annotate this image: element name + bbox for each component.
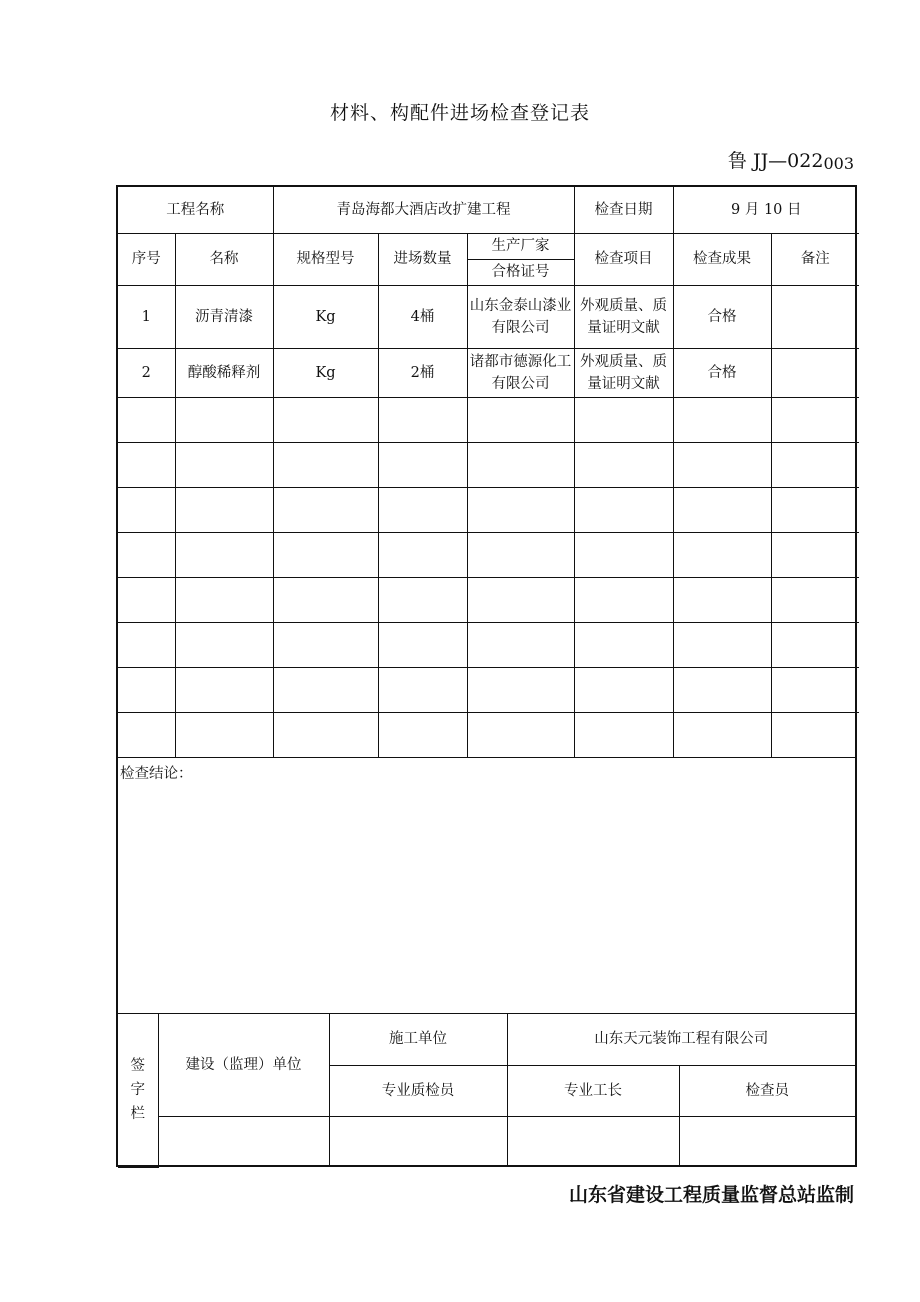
row-spec: Kg [273, 285, 378, 348]
row-remark [771, 285, 859, 348]
contractor-value: 山东天元装饰工程有限公司 [507, 1014, 855, 1065]
sign-row [118, 1116, 855, 1167]
inspection-date-label: 检查日期 [574, 187, 673, 233]
owner-label: 建设（监理）单位 [158, 1014, 329, 1116]
header-row [118, 187, 859, 233]
form-code [728, 146, 854, 173]
owner-signature [158, 1116, 329, 1167]
empty-row [118, 397, 859, 442]
foreman-signature [507, 1116, 679, 1167]
conclusion-area [118, 757, 855, 1014]
qc-label: 专业质检员 [329, 1065, 507, 1116]
col-no: 序号 [118, 233, 175, 285]
foreman-label: 专业工长 [507, 1065, 679, 1116]
empty-row [118, 532, 859, 577]
row-name: 沥青清漆 [175, 285, 273, 348]
row-qty: 4桶 [378, 285, 467, 348]
empty-row [118, 487, 859, 532]
table-row [118, 348, 859, 397]
empty-row [118, 712, 859, 757]
row-item: 外观质量、质量证明文献 [574, 348, 673, 397]
row-qty: 2桶 [378, 348, 467, 397]
empty-row [118, 577, 859, 622]
column-header-row [118, 233, 859, 259]
row-remark [771, 348, 859, 397]
table-row [118, 285, 859, 348]
row-result: 合格 [673, 285, 771, 348]
inspection-date-value: 9 月 10 日 [673, 187, 859, 233]
empty-row [118, 667, 859, 712]
signature-table [118, 1014, 855, 1168]
sign-section-label [118, 1014, 158, 1167]
material-table [118, 187, 859, 757]
row-maker: 山东金泰山漆业有限公司 [467, 285, 574, 348]
row-name: 醇酸稀释剂 [175, 348, 273, 397]
row-spec: Kg [273, 348, 378, 397]
form-code-prefix: 鲁 JJ—022 [727, 150, 824, 172]
row-item: 外观质量、质量证明文献 [574, 285, 673, 348]
empty-row [118, 622, 859, 667]
row-no: 1 [118, 285, 175, 348]
form-title: 材料、构配件进场检查登记表 [329, 102, 590, 124]
project-name-label: 工程名称 [118, 187, 273, 233]
col-name: 名称 [175, 233, 273, 285]
footer-issuer: 山东省建设工程质量监督总站监制 [568, 1184, 854, 1206]
contractor-label: 施工单位 [329, 1014, 507, 1065]
col-spec: 规格型号 [273, 233, 378, 285]
col-remark: 备注 [771, 233, 859, 285]
row-maker: 诸都市德源化工有限公司 [467, 348, 574, 397]
empty-row [118, 442, 859, 487]
row-result: 合格 [673, 348, 771, 397]
sign-section-text: 签字栏 [130, 1058, 145, 1123]
qc-signature [329, 1116, 507, 1167]
col-item: 检查项目 [574, 233, 673, 285]
row-no: 2 [118, 348, 175, 397]
col-result: 检查成果 [673, 233, 771, 285]
conclusion-label: 检查结论： [120, 766, 193, 782]
col-maker: 生产厂家 [467, 233, 574, 259]
col-cert: 合格证号 [467, 259, 574, 285]
sign-row [118, 1014, 855, 1065]
inspector-signature [679, 1116, 855, 1167]
inspection-form [116, 185, 857, 1167]
form-code-suffix: 003 [823, 154, 854, 173]
col-qty: 进场数量 [378, 233, 467, 285]
inspector-label: 检查员 [679, 1065, 855, 1116]
project-name-value: 青岛海都大酒店改扩建工程 [273, 187, 574, 233]
